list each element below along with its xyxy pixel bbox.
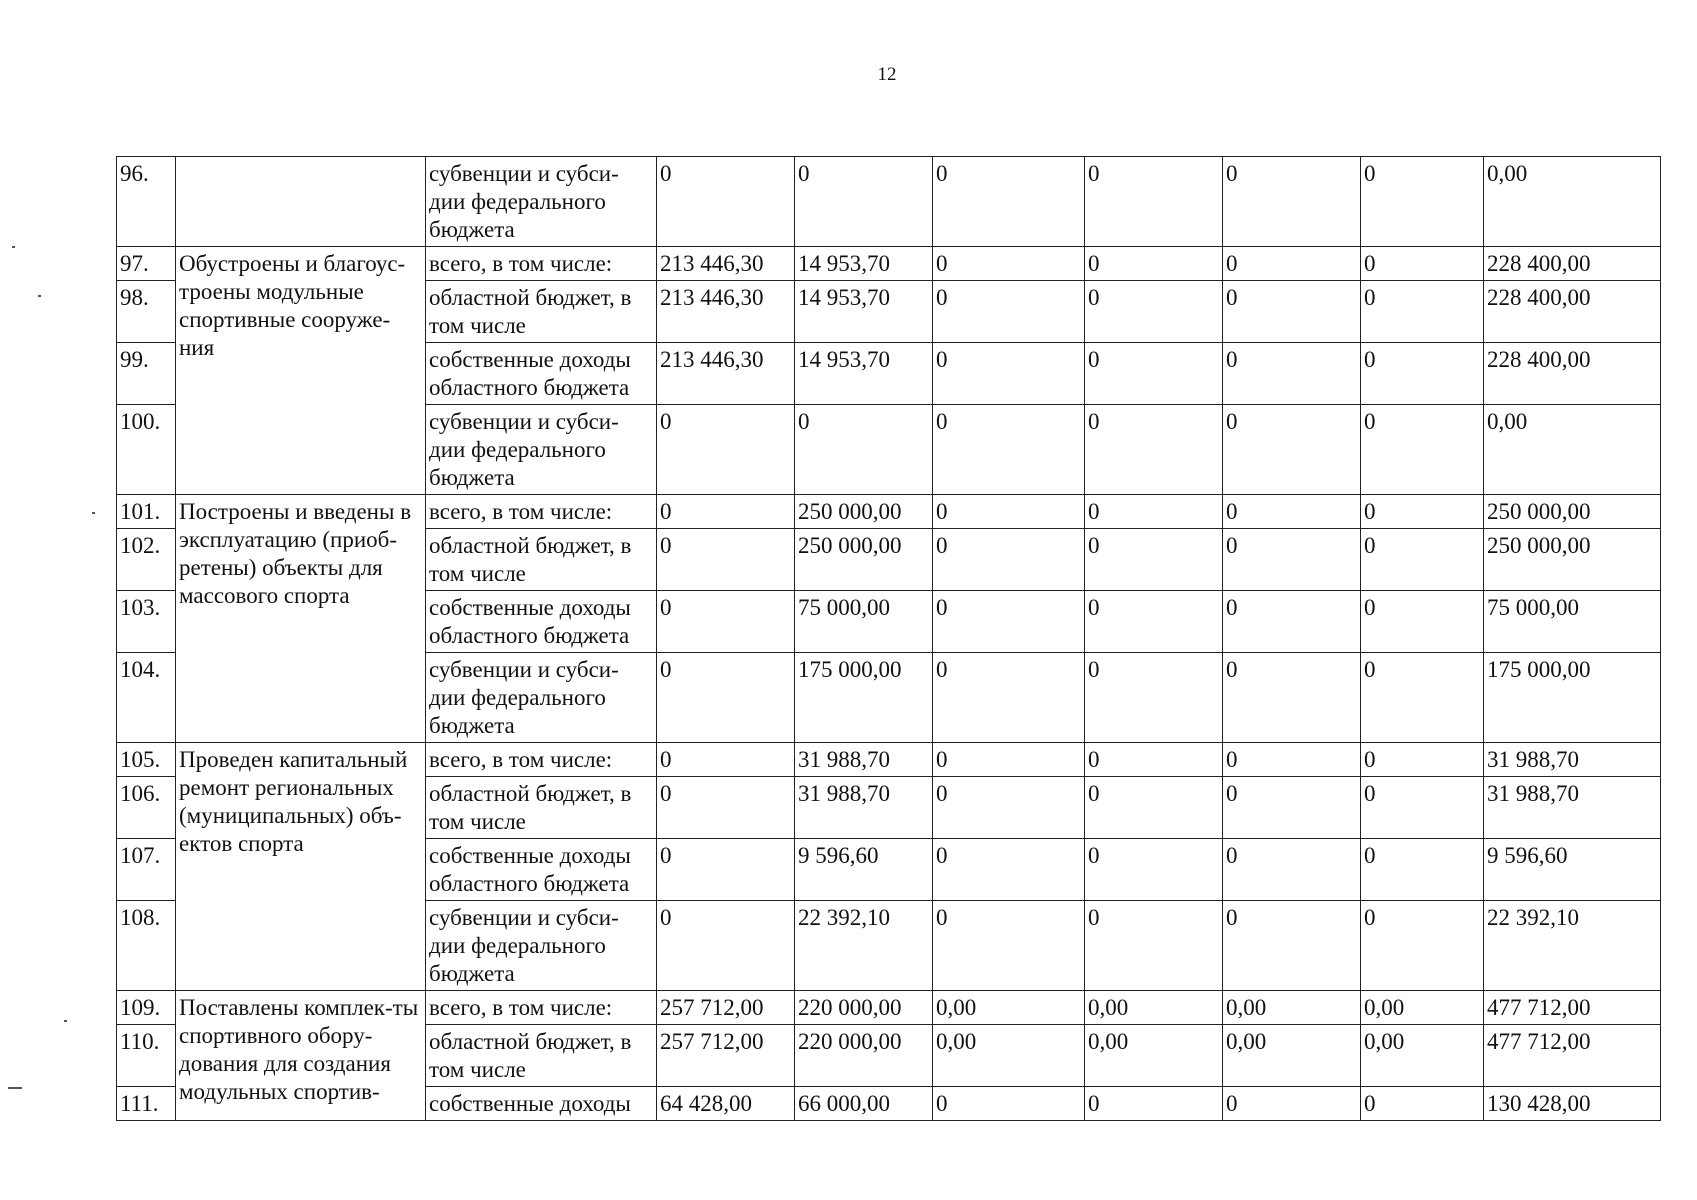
row-number-cell: 108. bbox=[117, 901, 176, 991]
amount-cell: 213 446,30 bbox=[657, 281, 795, 343]
amount-cell: 0 bbox=[1361, 405, 1484, 495]
amount-cell: 0 bbox=[657, 591, 795, 653]
event-name-cell: Поставлены комплек-ты спортивного обору-дования для создания модульных спортив- bbox=[176, 991, 426, 1121]
event-name-cell: Проведен капитальный ремонт региональных (муниципальных) объ-ектов спорта bbox=[176, 743, 426, 991]
amount-cell: 213 446,30 bbox=[657, 343, 795, 405]
amount-cell: 0 bbox=[933, 247, 1085, 281]
amount-cell: 0 bbox=[1223, 405, 1361, 495]
amount-cell: 0 bbox=[1223, 247, 1361, 281]
amount-cell: 0 bbox=[1085, 777, 1223, 839]
amount-cell: 0,00 bbox=[1223, 1025, 1361, 1087]
amount-cell: 31 988,70 bbox=[1484, 777, 1661, 839]
amount-cell: 0,00 bbox=[1223, 991, 1361, 1025]
amount-cell: 0 bbox=[1223, 777, 1361, 839]
amount-cell: 14 953,70 bbox=[795, 281, 933, 343]
row-number-cell: 104. bbox=[117, 653, 176, 743]
row-number-cell: 109. bbox=[117, 991, 176, 1025]
amount-cell: 220 000,00 bbox=[795, 991, 933, 1025]
amount-cell: 0,00 bbox=[1361, 991, 1484, 1025]
row-number-cell: 111. bbox=[117, 1087, 176, 1121]
amount-cell: 0 bbox=[1361, 157, 1484, 247]
amount-cell: 175 000,00 bbox=[795, 653, 933, 743]
amount-cell: 0 bbox=[795, 157, 933, 247]
amount-cell: 22 392,10 bbox=[1484, 901, 1661, 991]
amount-cell: 0 bbox=[933, 743, 1085, 777]
funding-source-cell: всего, в том числе: bbox=[426, 991, 657, 1025]
amount-cell: 0 bbox=[1085, 281, 1223, 343]
amount-cell: 250 000,00 bbox=[1484, 529, 1661, 591]
event-name-cell: Построены и введены в эксплуатацию (приоб-ретены) объекты для массового спорта bbox=[176, 495, 426, 743]
scan-speck bbox=[38, 295, 41, 297]
amount-cell: 257 712,00 bbox=[657, 991, 795, 1025]
row-number-cell: 106. bbox=[117, 777, 176, 839]
row-number-cell: 98. bbox=[117, 281, 176, 343]
amount-cell: 175 000,00 bbox=[1484, 653, 1661, 743]
amount-cell: 0 bbox=[1085, 1087, 1223, 1121]
amount-cell: 0 bbox=[933, 901, 1085, 991]
amount-cell: 0 bbox=[1223, 743, 1361, 777]
amount-cell: 75 000,00 bbox=[795, 591, 933, 653]
amount-cell: 0 bbox=[1085, 653, 1223, 743]
amount-cell: 0 bbox=[657, 743, 795, 777]
funding-source-cell: собственные доходы областного бюджета bbox=[426, 839, 657, 901]
amount-cell: 75 000,00 bbox=[1484, 591, 1661, 653]
amount-cell: 0 bbox=[1361, 653, 1484, 743]
amount-cell: 0,00 bbox=[1484, 405, 1661, 495]
funding-source-cell: собственные доходы областного бюджета bbox=[426, 343, 657, 405]
amount-cell: 0 bbox=[1361, 743, 1484, 777]
row-number-cell: 97. bbox=[117, 247, 176, 281]
amount-cell: 0 bbox=[1223, 591, 1361, 653]
amount-cell: 0 bbox=[1085, 901, 1223, 991]
amount-cell: 0 bbox=[1361, 495, 1484, 529]
amount-cell: 0 bbox=[933, 157, 1085, 247]
amount-cell: 0 bbox=[1085, 529, 1223, 591]
amount-cell: 0 bbox=[657, 901, 795, 991]
amount-cell: 213 446,30 bbox=[657, 247, 795, 281]
amount-cell: 22 392,10 bbox=[795, 901, 933, 991]
amount-cell: 0 bbox=[657, 529, 795, 591]
funding-source-cell: областной бюджет, в том числе bbox=[426, 1025, 657, 1087]
amount-cell: 0 bbox=[1361, 247, 1484, 281]
amount-cell: 9 596,60 bbox=[795, 839, 933, 901]
amount-cell: 228 400,00 bbox=[1484, 281, 1661, 343]
table-row bbox=[117, 495, 1661, 529]
amount-cell: 0,00 bbox=[933, 991, 1085, 1025]
amount-cell: 0 bbox=[933, 405, 1085, 495]
amount-cell: 0,00 bbox=[933, 1025, 1085, 1087]
amount-cell: 477 712,00 bbox=[1484, 1025, 1661, 1087]
row-number-cell: 105. bbox=[117, 743, 176, 777]
row-number-cell: 96. bbox=[117, 157, 176, 247]
amount-cell: 0 bbox=[1085, 405, 1223, 495]
amount-cell: 0 bbox=[1361, 901, 1484, 991]
amount-cell: 0 bbox=[933, 1087, 1085, 1121]
amount-cell: 9 596,60 bbox=[1484, 839, 1661, 901]
amount-cell: 130 428,00 bbox=[1484, 1087, 1661, 1121]
funding-source-cell: всего, в том числе: bbox=[426, 495, 657, 529]
page-number: 12 bbox=[877, 64, 897, 85]
row-number-cell: 102. bbox=[117, 529, 176, 591]
table-body bbox=[117, 157, 1661, 1121]
funding-source-cell: областной бюджет, в том числе bbox=[426, 281, 657, 343]
amount-cell: 31 988,70 bbox=[1484, 743, 1661, 777]
amount-cell: 220 000,00 bbox=[795, 1025, 933, 1087]
funding-source-cell: субвенции и субси-дии федерального бюджета bbox=[426, 901, 657, 991]
amount-cell: 0,00 bbox=[1361, 1025, 1484, 1087]
amount-cell: 228 400,00 bbox=[1484, 247, 1661, 281]
amount-cell: 64 428,00 bbox=[657, 1087, 795, 1121]
amount-cell: 0 bbox=[933, 839, 1085, 901]
funding-source-cell: собственные доходы областного бюджета bbox=[426, 591, 657, 653]
amount-cell: 0 bbox=[1085, 743, 1223, 777]
amount-cell: 0 bbox=[933, 591, 1085, 653]
scan-speck bbox=[12, 246, 15, 248]
amount-cell: 0 bbox=[1361, 591, 1484, 653]
amount-cell: 0 bbox=[1223, 157, 1361, 247]
amount-cell: 0 bbox=[1085, 157, 1223, 247]
row-number-cell: 110. bbox=[117, 1025, 176, 1087]
amount-cell: 0 bbox=[795, 405, 933, 495]
amount-cell: 0 bbox=[1085, 343, 1223, 405]
table-row bbox=[117, 157, 1661, 247]
amount-cell: 0 bbox=[1223, 281, 1361, 343]
table-row bbox=[117, 247, 1661, 281]
amount-cell: 0 bbox=[1361, 1087, 1484, 1121]
amount-cell: 0 bbox=[657, 495, 795, 529]
amount-cell: 0 bbox=[657, 405, 795, 495]
funding-source-cell: собственные доходы bbox=[426, 1087, 657, 1121]
amount-cell: 0 bbox=[1361, 777, 1484, 839]
row-number-cell: 101. bbox=[117, 495, 176, 529]
table-row bbox=[117, 991, 1661, 1025]
scan-speck bbox=[92, 512, 95, 514]
table-row bbox=[117, 743, 1661, 777]
amount-cell: 0 bbox=[933, 343, 1085, 405]
amount-cell: 0 bbox=[657, 157, 795, 247]
amount-cell: 0 bbox=[933, 653, 1085, 743]
amount-cell: 0 bbox=[1085, 839, 1223, 901]
amount-cell: 0 bbox=[1223, 901, 1361, 991]
row-number-cell: 107. bbox=[117, 839, 176, 901]
amount-cell: 0 bbox=[1223, 529, 1361, 591]
event-name-cell bbox=[176, 157, 426, 247]
amount-cell: 0 bbox=[1361, 281, 1484, 343]
amount-cell: 66 000,00 bbox=[795, 1087, 933, 1121]
funding-source-cell: субвенции и субси-дии федерального бюджета bbox=[426, 653, 657, 743]
amount-cell: 257 712,00 bbox=[657, 1025, 795, 1087]
funding-source-cell: всего, в том числе: bbox=[426, 743, 657, 777]
row-number-cell: 100. bbox=[117, 405, 176, 495]
amount-cell: 31 988,70 bbox=[795, 777, 933, 839]
amount-cell: 0 bbox=[1223, 839, 1361, 901]
funding-source-cell: всего, в том числе: bbox=[426, 247, 657, 281]
amount-cell: 0 bbox=[1361, 839, 1484, 901]
amount-cell: 0 bbox=[1223, 653, 1361, 743]
scan-speck bbox=[64, 1020, 67, 1022]
funding-source-cell: субвенции и субси-дии федерального бюджета bbox=[426, 157, 657, 247]
amount-cell: 0 bbox=[1223, 343, 1361, 405]
amount-cell: 14 953,70 bbox=[795, 247, 933, 281]
amount-cell: 0 bbox=[1361, 343, 1484, 405]
amount-cell: 0 bbox=[1085, 247, 1223, 281]
amount-cell: 0 bbox=[1223, 1087, 1361, 1121]
amount-cell: 0 bbox=[1223, 495, 1361, 529]
row-number-cell: 99. bbox=[117, 343, 176, 405]
amount-cell: 0 bbox=[933, 529, 1085, 591]
amount-cell: 0,00 bbox=[1484, 157, 1661, 247]
amount-cell: 0 bbox=[657, 777, 795, 839]
amount-cell: 228 400,00 bbox=[1484, 343, 1661, 405]
funding-source-cell: областной бюджет, в том числе bbox=[426, 777, 657, 839]
budget-table bbox=[116, 156, 1661, 1121]
amount-cell: 0 bbox=[657, 839, 795, 901]
amount-cell: 0 bbox=[933, 281, 1085, 343]
amount-cell: 0 bbox=[1361, 529, 1484, 591]
amount-cell: 0,00 bbox=[1085, 991, 1223, 1025]
amount-cell: 250 000,00 bbox=[795, 529, 933, 591]
amount-cell: 0 bbox=[1085, 495, 1223, 529]
amount-cell: 250 000,00 bbox=[1484, 495, 1661, 529]
funding-source-cell: областной бюджет, в том числе bbox=[426, 529, 657, 591]
funding-source-cell: субвенции и субси-дии федерального бюджета bbox=[426, 405, 657, 495]
row-number-cell: 103. bbox=[117, 591, 176, 653]
amount-cell: 0 bbox=[933, 495, 1085, 529]
amount-cell: 0 bbox=[1085, 591, 1223, 653]
amount-cell: 250 000,00 bbox=[795, 495, 933, 529]
amount-cell: 0 bbox=[657, 653, 795, 743]
amount-cell: 0,00 bbox=[1085, 1025, 1223, 1087]
scan-speck bbox=[8, 1087, 22, 1089]
amount-cell: 31 988,70 bbox=[795, 743, 933, 777]
amount-cell: 0 bbox=[933, 777, 1085, 839]
amount-cell: 477 712,00 bbox=[1484, 991, 1661, 1025]
event-name-cell: Обустроены и благоус-троены модульные спортивные сооруже-ния bbox=[176, 247, 426, 495]
amount-cell: 14 953,70 bbox=[795, 343, 933, 405]
